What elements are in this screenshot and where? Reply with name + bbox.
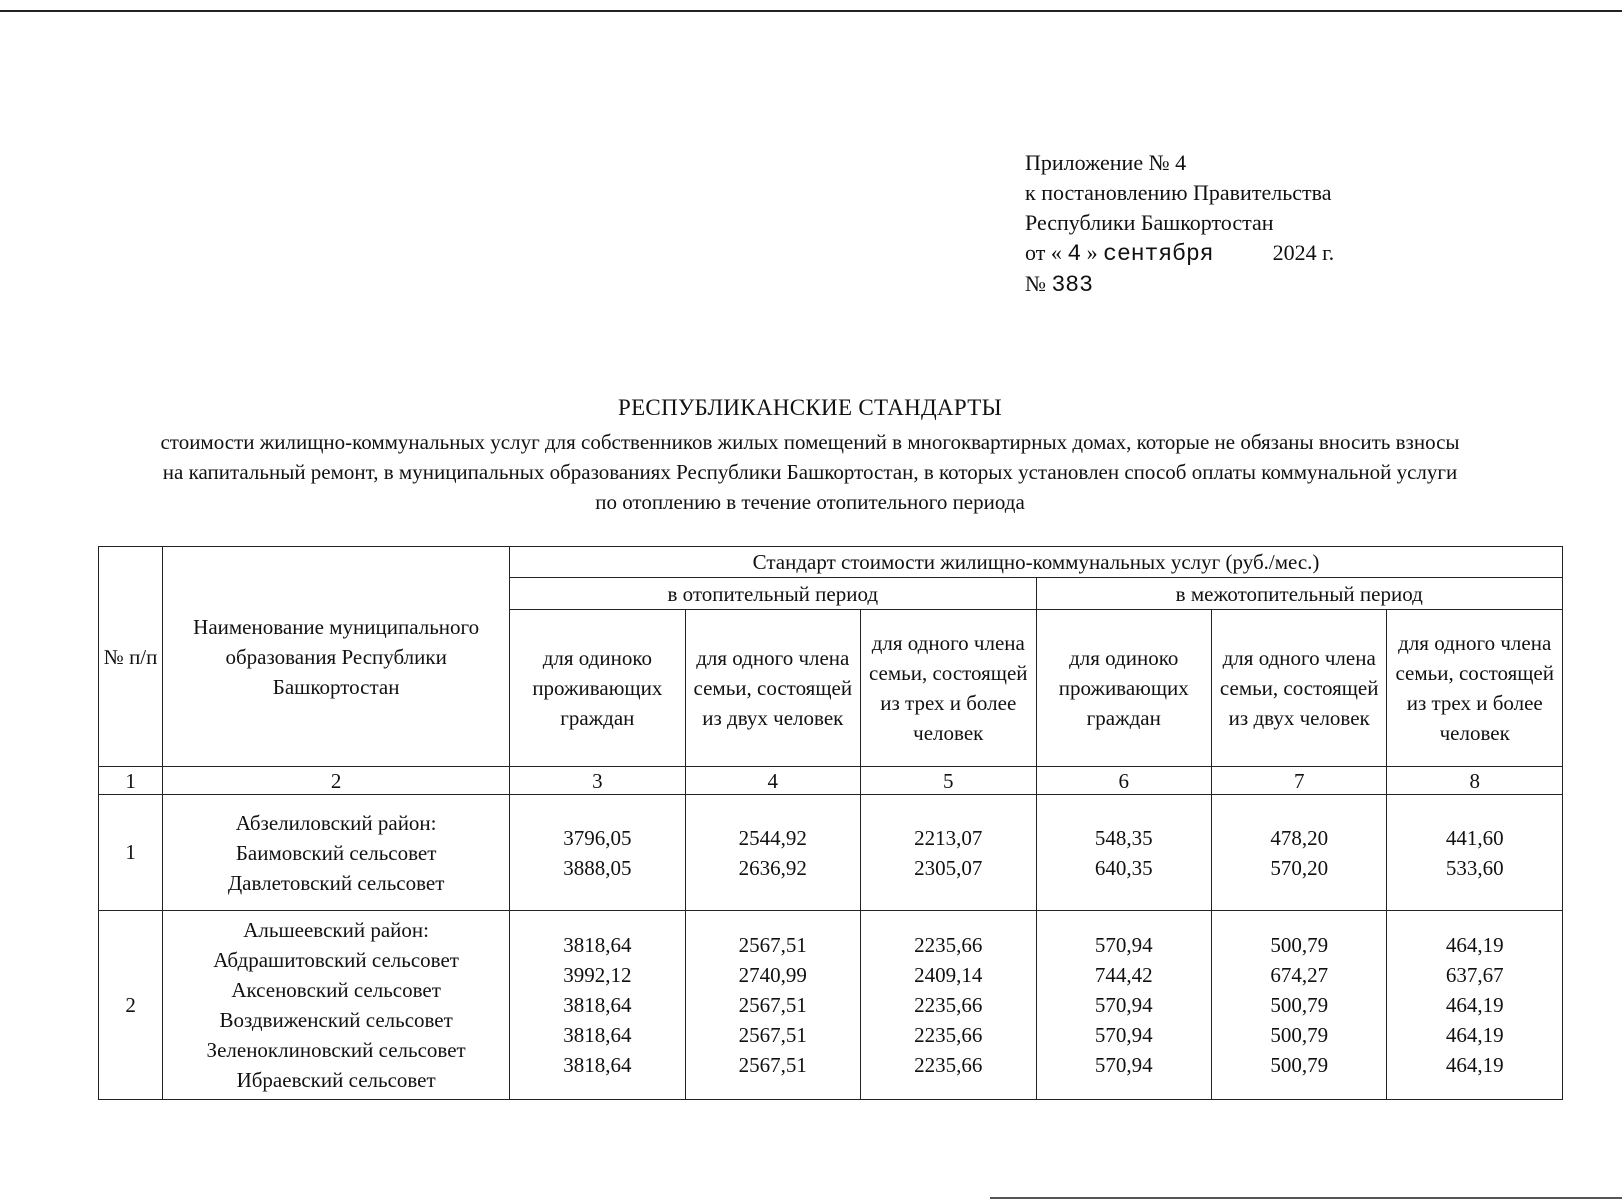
- header-name: Наименование муниципального образования Республики Башкортостан: [163, 547, 510, 767]
- value: 2213,07: [914, 825, 983, 850]
- settlement-name: Ибраевский сельсовет: [236, 1068, 436, 1092]
- district-name: Альшеевский район:: [243, 918, 429, 942]
- value: 500,79: [1270, 1023, 1329, 1047]
- header-sub-8: для одного члена семьи, состоящей из трех и более человек: [1387, 610, 1563, 767]
- municipality-names: [163, 911, 510, 1100]
- value: 570,94: [1094, 993, 1153, 1017]
- value: 2567,51: [738, 1053, 807, 1077]
- table-row-group-2: [99, 911, 1563, 1100]
- value: 500,79: [1270, 933, 1329, 957]
- value: 3796,05: [563, 825, 632, 850]
- row-number: 2: [99, 911, 163, 1100]
- column-number: 5: [861, 767, 1036, 795]
- value: 637,67: [1445, 963, 1504, 987]
- number-value: 383: [1051, 272, 1093, 298]
- column-number: 8: [1387, 767, 1563, 795]
- value: 441,60: [1445, 825, 1504, 850]
- document-title-block: [140, 395, 1480, 517]
- value: 3818,64: [563, 1023, 632, 1047]
- value: 2235,66: [914, 993, 983, 1017]
- value: 570,94: [1094, 1023, 1153, 1047]
- standards-table: [98, 546, 1563, 1100]
- header-heating-period: в отопительный период: [510, 578, 1036, 610]
- value: 3992,12: [563, 963, 632, 987]
- page-bottom-rule: [990, 1197, 1622, 1199]
- value: 3818,64: [563, 933, 632, 957]
- page-top-rule: [0, 10, 1622, 12]
- date-day: 4: [1067, 241, 1082, 267]
- value: 570,94: [1094, 1053, 1153, 1077]
- value: 2567,51: [738, 933, 807, 957]
- value: 2567,51: [738, 993, 807, 1017]
- document-title: РЕСПУБЛИКАНСКИЕ СТАНДАРТЫ: [617, 395, 1002, 420]
- value-cell: [861, 795, 1036, 911]
- value: 2567,51: [738, 1023, 807, 1047]
- header-sub-6: для одиноко проживающих граждан: [1036, 610, 1211, 767]
- value-cell: [1036, 911, 1211, 1100]
- date-year: 2024 г.: [1272, 240, 1335, 265]
- value: 478,20: [1270, 825, 1329, 850]
- district-name: Абзелиловский район:: [235, 810, 437, 835]
- value: 2544,92: [738, 825, 807, 850]
- value-cell: [1211, 911, 1386, 1100]
- table-row-group-1: [99, 795, 1563, 911]
- header-nonheating-period: в межотопительный период: [1036, 578, 1563, 610]
- settlement-name: Аксеновский сельсовет: [231, 978, 441, 1002]
- municipality-names: [163, 795, 510, 911]
- value-cell: [510, 795, 685, 911]
- document-subtitle: стоимости жилищно-коммунальных услуг для собственников жилых помещений в многоквартирных домах, которые не обязаны вносить взносы на капитальный ремонт, в муниципальных образованиях Республики Башкортостан, в которых установлен способ оплаты коммунальной услуги по отоплению в течение отопительного периода: [160, 430, 1460, 514]
- header-sub-5: для одного члена семьи, состоящей из трех и более человек: [861, 610, 1036, 767]
- value-cell: [1211, 795, 1386, 911]
- value: 2305,07: [914, 855, 983, 880]
- value-cell: [1036, 795, 1211, 911]
- value: 464,19: [1445, 993, 1504, 1017]
- value: 2636,92: [738, 855, 807, 880]
- appendix-line-2: к постановлению Правительства: [1025, 180, 1332, 205]
- appendix-line-3: Республики Башкортостан: [1025, 210, 1274, 235]
- value: 2235,66: [914, 1053, 983, 1077]
- settlement-name: Воздвиженский сельсовет: [219, 1008, 453, 1032]
- value: 500,79: [1270, 993, 1329, 1017]
- value: 3818,64: [563, 993, 632, 1017]
- value: 464,19: [1445, 933, 1504, 957]
- appendix-number: [1025, 269, 1445, 300]
- column-number: 6: [1036, 767, 1211, 795]
- column-number: 3: [510, 767, 685, 795]
- value: 464,19: [1445, 1023, 1504, 1047]
- value: 533,60: [1445, 855, 1504, 880]
- value-cell: [685, 911, 860, 1100]
- value-cell: [685, 795, 860, 911]
- value: 640,35: [1094, 855, 1153, 880]
- value: 3818,64: [563, 1053, 632, 1077]
- header-standard-group: Стандарт стоимости жилищно-коммунальных услуг (руб./мес.): [510, 547, 1563, 578]
- value: 464,19: [1445, 1053, 1504, 1077]
- number-prefix: №: [1025, 271, 1046, 296]
- value: 744,42: [1094, 963, 1153, 987]
- settlement-name: Давлетовский сельсовет: [227, 870, 445, 895]
- column-number: 1: [99, 767, 163, 795]
- value-cell: [510, 911, 685, 1100]
- settlement-name: Баимовский сельсовет: [235, 840, 437, 865]
- value: 500,79: [1270, 1053, 1329, 1077]
- settlement-name: Зеленоклиновский сельсовет: [206, 1038, 466, 1062]
- settlement-name: Абдрашитовский сельсовет: [213, 948, 459, 972]
- value: 570,20: [1270, 855, 1329, 880]
- value: 570,94: [1094, 933, 1153, 957]
- value: 2235,66: [914, 1023, 983, 1047]
- value: 674,27: [1270, 963, 1329, 987]
- value-cell: [1387, 911, 1563, 1100]
- date-month: сентября: [1103, 241, 1214, 267]
- value: 3888,05: [563, 855, 632, 880]
- column-number: 7: [1211, 767, 1386, 795]
- appendix-date: [1025, 238, 1445, 269]
- value-cell: [861, 911, 1036, 1100]
- header-sub-3: для одиноко проживающих граждан: [510, 610, 685, 767]
- header-sub-4: для одного члена семьи, состоящей из двух человек: [685, 610, 860, 767]
- value-cell: [1387, 795, 1563, 911]
- header-no: № п/п: [99, 547, 163, 767]
- value: 2740,99: [738, 963, 807, 987]
- row-number: 1: [99, 795, 163, 911]
- date-mid: »: [1086, 240, 1098, 265]
- appendix-header: [1025, 148, 1445, 300]
- value: 548,35: [1094, 825, 1153, 850]
- header-sub-7: для одного члена семьи, состоящей из двух человек: [1211, 610, 1386, 767]
- column-number: 4: [685, 767, 860, 795]
- value: 2409,14: [914, 963, 983, 987]
- column-number: 2: [163, 767, 510, 795]
- appendix-line-1: Приложение № 4: [1025, 150, 1187, 175]
- date-prefix: от «: [1025, 240, 1062, 265]
- value: 2235,66: [914, 933, 983, 957]
